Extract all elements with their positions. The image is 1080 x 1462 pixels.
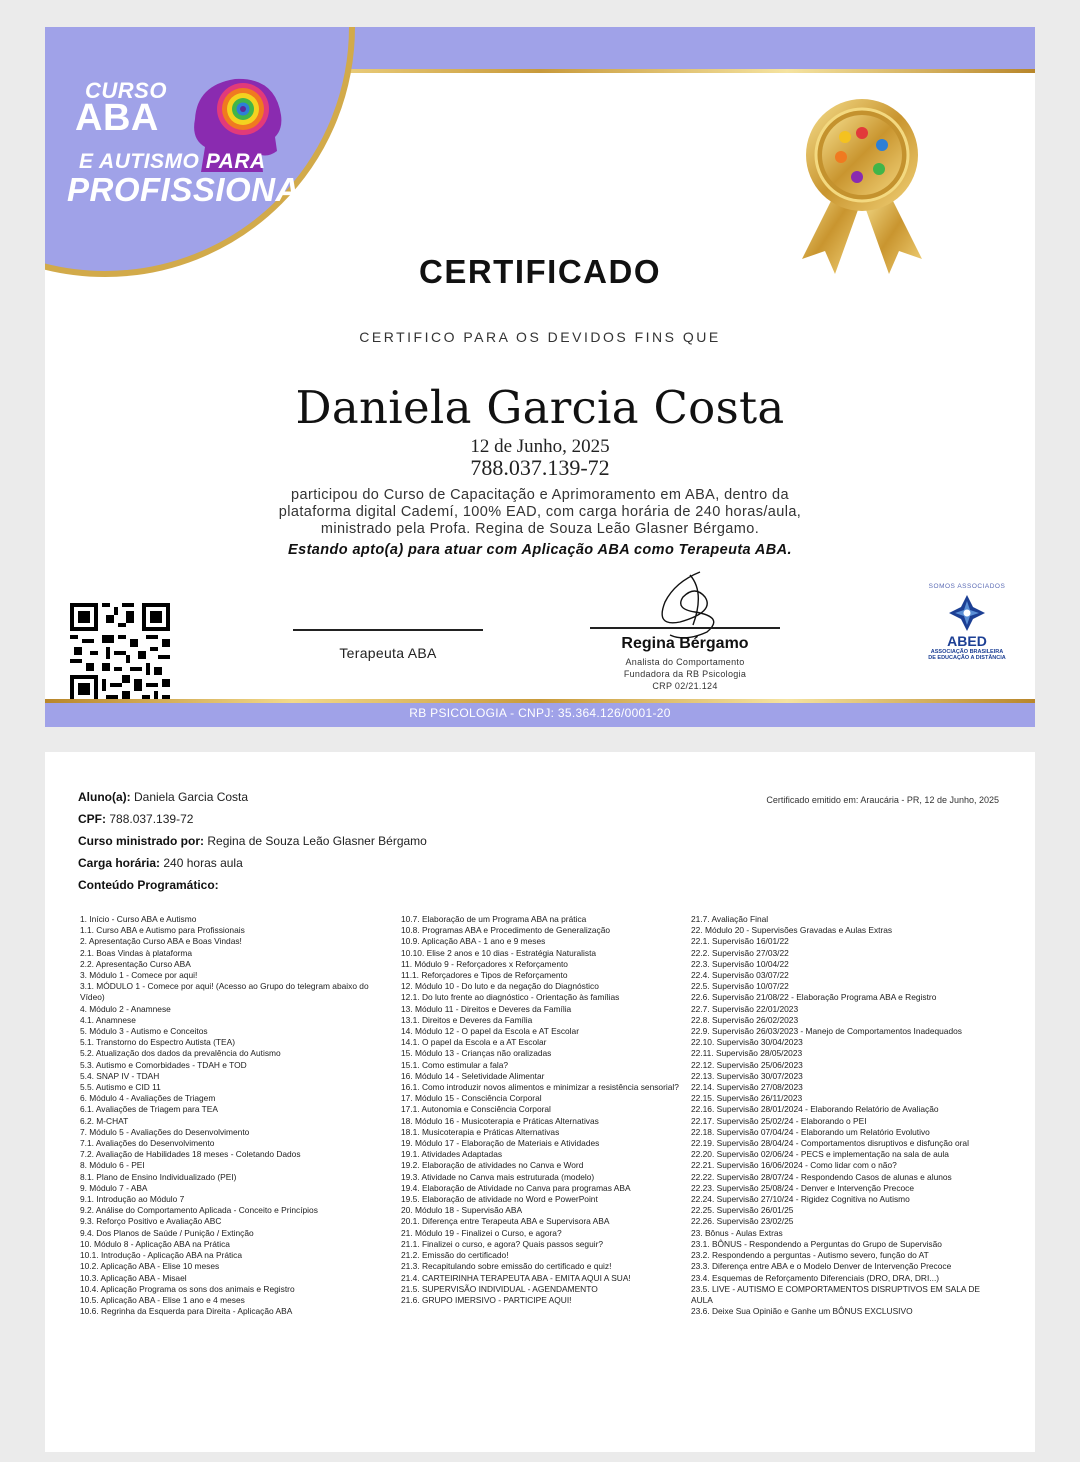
- syllabus-item: 10.7. Elaboração de um Programa ABA na prática: [401, 914, 587, 924]
- abed-subtitle: DE EDUCAÇÃO A DISTÂNCIA: [928, 655, 1006, 661]
- syllabus-item: 10.2. Aplicação ABA - Elise 10 meses: [80, 1261, 220, 1272]
- syllabus-item: 22.4. Supervisão 03/07/22: [691, 970, 789, 981]
- syllabus-item: 23.3. Diferença entre ABA e o Modelo Denver de Intervenção Precoce: [691, 1261, 952, 1272]
- syllabus-item: 23.5. LIVE - AUTISMO E COMPORTAMENTOS DISRUPTIVOS EM SALA DE AULA: [691, 1283, 981, 1305]
- syllabus-item: 13.1. Direitos e Deveres da Família: [401, 1014, 533, 1025]
- syllabus-item: 22.24. Supervisão 27/10/24 - Rigidez Cognitiva no Autismo: [691, 1194, 910, 1205]
- syllabus-item: 9. Módulo 7 - ABA: [80, 1182, 148, 1193]
- syllabus-item: 9.3. Reforço Positivo e Avaliação ABC: [80, 1216, 222, 1227]
- certificate-title: CERTIFICADO: [419, 253, 661, 290]
- syllabus-item: 22.8. Supervisão 26/02/2023: [691, 1014, 799, 1025]
- signature-line-regina: [590, 627, 780, 629]
- syllabus-item: 3.1. MÓDULO 1 - Comece por aqui! (Acesso ao Grupo do telegram abaixo do Vídeo): [80, 981, 369, 1003]
- student-label: Aluno(a):: [78, 790, 131, 804]
- signatory-role: Analista do Comportamento: [625, 657, 745, 667]
- syllabus-item: 21.1. Finalizei o curso, e agora? Quais passos seguir?: [401, 1238, 604, 1249]
- gold-medal-icon: [797, 89, 927, 274]
- syllabus-item: 18.1. Musicoterapia e Práticas Alternativas: [401, 1126, 560, 1137]
- syllabus-item: 22.15. Supervisão 26/11/2023: [691, 1093, 803, 1104]
- syllabus-item: 12. Módulo 10 - Do luto e da negação do Diagnóstico: [401, 981, 599, 992]
- syllabus-item: 22.21. Supervisão 16/06/2024 - Como lidar com o não?: [691, 1160, 897, 1171]
- syllabus-item: 22. Módulo 20 - Supervisões Gravadas e Aulas Extras: [691, 925, 893, 936]
- signatory-name: Regina Bérgamo: [621, 635, 749, 652]
- syllabus-item: 2. Apresentação Curso ABA e Boas Vindas!: [80, 936, 242, 947]
- syllabus-label: Conteúdo Programático:: [78, 878, 219, 892]
- syllabus-item: 8. Módulo 6 - PEI: [80, 1160, 145, 1171]
- logo-text-curso: CURSO: [85, 78, 167, 103]
- syllabus-heading: [78, 878, 219, 892]
- recipient-cpf: 788.037.139-72: [470, 455, 610, 480]
- syllabus-item: 21. Módulo 19 - Finalizei o Curso, e agora?: [401, 1227, 562, 1238]
- issue-info: Certificado emitido em: Araucária - PR, 12 de Junho, 2025: [766, 795, 999, 805]
- syllabus-item: 22.25. Supervisão 26/01/25: [691, 1205, 794, 1216]
- syllabus-item: 22.14. Supervisão 27/08/2023: [691, 1082, 803, 1093]
- syllabus-item: 19.2. Elaboração de atividades no Canva e Word: [401, 1160, 584, 1171]
- syllabus-item: 4. Módulo 2 - Anamnese: [80, 1003, 171, 1014]
- cpf-value: 788.037.139-72: [109, 812, 194, 826]
- syllabus-item: 10.5. Aplicação ABA - Elise 1 ano e 4 meses: [80, 1294, 245, 1305]
- syllabus-item: 2.2. Apresentação Curso ABA: [80, 958, 191, 969]
- syllabus-item: 5.4. SNAP IV - TDAH: [80, 1070, 160, 1081]
- syllabus-item: 21.4. CARTEIRINHA TERAPEUTA ABA - EMITA AQUI A SUA!: [401, 1272, 631, 1283]
- syllabus-item: 22.26. Supervisão 23/02/25: [691, 1216, 794, 1227]
- syllabus-item: 22.13. Supervisão 30/07/2023: [691, 1070, 803, 1081]
- syllabus-item: 6.2. M-CHAT: [80, 1115, 129, 1126]
- syllabus-item: 21.3. Recapitulando sobre emissão do certificado e quiz!: [401, 1261, 612, 1272]
- signature-label-therapist: Terapeuta ABA: [339, 645, 437, 661]
- syllabus-item: 22.2. Supervisão 27/03/22: [691, 947, 789, 958]
- abed-badge: [917, 583, 1017, 678]
- syllabus-item: 5.3. Autismo e Comorbidades - TDAH e TOD: [80, 1059, 247, 1070]
- course-logo: [65, 67, 333, 247]
- syllabus-item: 22.20. Supervisão 02/06/24 - PECS e implementação na sala de aula: [691, 1149, 949, 1160]
- instructor-row: [78, 834, 427, 848]
- syllabus-item: 19.3. Atividade no Canva mais estruturada (modelo): [401, 1171, 595, 1182]
- syllabus-item: 23.1. BÔNUS - Respondendo a Perguntas do Grupo de Supervisão: [691, 1238, 942, 1249]
- syllabus-item: 22.3. Supervisão 10/04/22: [691, 958, 789, 969]
- syllabus-item: 15.1. Como estimular a fala?: [401, 1059, 509, 1070]
- syllabus-column-3: [691, 914, 1003, 1317]
- syllabus-item: 22.23. Supervisão 25/08/24 - Denver e Intervenção Precoce: [691, 1182, 915, 1193]
- signatory-affiliation: Fundadora da RB Psicologia: [623, 669, 747, 679]
- syllabus-item: 16. Módulo 14 - Seletividade Alimentar: [401, 1070, 545, 1081]
- syllabus-item: 22.10. Supervisão 30/04/2023: [691, 1037, 803, 1048]
- syllabus-item: 5.5. Autismo e CID 11: [80, 1082, 161, 1093]
- footer-cnpj: RB PSICOLOGIA - CNPJ: 35.364.126/0001-20: [409, 706, 671, 720]
- instructor-name: Regina de Souza Leão Glasner Bérgamo: [207, 834, 427, 848]
- signature-line-therapist: [293, 629, 483, 631]
- syllabus-item: 22.9. Supervisão 26/03/2023 - Manejo de Comportamentos Inadequados: [691, 1026, 962, 1037]
- hours-label: Carga horária:: [78, 856, 161, 870]
- syllabus-item: 22.6. Supervisão 21/08/22 - Elaboração Programa ABA e Registro: [691, 992, 937, 1003]
- syllabus-item: 17.1. Autonomia e Consciência Corporal: [401, 1104, 551, 1115]
- cpf-row: [78, 812, 193, 826]
- student-row: [78, 790, 248, 804]
- syllabus-item: 22.12. Supervisão 25/06/2023: [691, 1059, 803, 1070]
- syllabus-item: 1. Início - Curso ABA e Autismo: [80, 914, 197, 924]
- syllabus-item: 23.6. Deixe Sua Opinião e Ganhe um BÔNUS EXCLUSIVO: [691, 1306, 913, 1317]
- abed-logo-icon: [947, 593, 987, 633]
- instructor-label: Curso ministrado por:: [78, 834, 205, 848]
- syllabus-item: 22.1. Supervisão 16/01/22: [691, 936, 789, 947]
- syllabus-item: 7. Módulo 5 - Avaliações do Desenvolvimento: [80, 1126, 250, 1137]
- syllabus-column-1: [80, 914, 395, 1317]
- syllabus-item: 12.1. Do luto frente ao diagnóstico - Orientação às famílias: [401, 992, 620, 1003]
- abed-subtitle: ASSOCIAÇÃO BRASILEIRA: [930, 649, 1004, 655]
- abed-name: ABED: [947, 633, 987, 649]
- syllabus-item: 18. Módulo 16 - Musicoterapia e Práticas Alternativas: [401, 1115, 599, 1126]
- syllabus-item: 22.19. Supervisão 28/04/24 - Comportamentos disruptivos e disfunção oral: [691, 1138, 969, 1149]
- certificate-front: [45, 27, 1035, 727]
- syllabus-item: 11. Módulo 9 - Reforçadores x Reforçamento: [401, 958, 568, 969]
- signatory-crp: CRP 02/21.124: [652, 681, 718, 691]
- syllabus-item: 23.4. Esquemas de Reforçamento Diferenciais (DRO, DRA, DRI...): [691, 1272, 940, 1283]
- syllabus-item: 22.5. Supervisão 10/07/22: [691, 981, 789, 992]
- syllabus-item: 3. Módulo 1 - Comece por aqui!: [80, 970, 198, 981]
- cpf-label: CPF:: [78, 812, 106, 826]
- body-line: participou do Curso de Capacitação e Aprimoramento em ABA, dentro da: [291, 487, 789, 503]
- syllabus-item: 16.1. Como introduzir novos alimentos e minimizar a resistência sensorial?: [401, 1082, 679, 1093]
- logo-text-autismo: E AUTISMO PARA: [79, 150, 266, 173]
- body-line: plataforma digital Cademí, 100% EAD, com carga horária de 240 horas/aula,: [278, 504, 802, 520]
- logo-text-aba: ABA: [75, 97, 159, 139]
- syllabus-item: 5.2. Atualização dos dados da prevalência do Autismo: [80, 1048, 281, 1059]
- syllabus-item: 14.1. O papel da Escola e a AT Escolar: [401, 1037, 547, 1048]
- qr-code: [70, 603, 170, 703]
- certificate-date: 12 de Junho, 2025: [470, 436, 610, 457]
- syllabus-item: 10.6. Regrinha da Esquerda para Direita - Aplicação ABA: [80, 1306, 293, 1317]
- syllabus-item: 6. Módulo 4 - Avaliações de Triagem: [80, 1093, 216, 1104]
- syllabus-item: 9.4. Dos Planos de Saúde / Punição / Extinção: [80, 1227, 254, 1238]
- syllabus-item: 19. Módulo 17 - Elaboração de Materiais e Atividades: [401, 1138, 600, 1149]
- syllabus-item: 5.1. Transtorno do Espectro Autista (TEA): [80, 1037, 236, 1048]
- syllabus-item: 10. Módulo 8 - Aplicação ABA na Prática: [80, 1238, 230, 1249]
- syllabus-item: 10.9. Aplicação ABA - 1 ano e 9 meses: [401, 936, 546, 947]
- syllabus-item: 19.1. Atividades Adaptadas: [401, 1149, 503, 1160]
- syllabus-item: 21.2. Emissão do certificado!: [401, 1250, 509, 1261]
- syllabus-item: 22.22. Supervisão 28/07/24 - Respondendo Casos de alunas e alunos: [691, 1171, 952, 1182]
- syllabus-item: 10.1. Introdução - Aplicação ABA na Prática: [80, 1250, 243, 1261]
- recipient-name: Daniela Garcia Costa: [295, 381, 785, 434]
- syllabus-item: 19.5. Elaboração de atividade no Word e PowerPoint: [401, 1194, 598, 1205]
- syllabus-item: 8.1. Plano de Ensino Individualizado (PEI): [80, 1171, 237, 1182]
- syllabus-item: 10.3. Aplicação ABA - Misael: [80, 1272, 187, 1283]
- syllabus-item: 22.17. Supervisão 25/02/24 - Elaborando o PEI: [691, 1115, 867, 1126]
- syllabus-item: 21.5. SUPERVISÃO INDIVIDUAL - AGENDAMENTO: [401, 1283, 598, 1294]
- syllabus-item: 10.8. Programas ABA e Procedimento de Generalização: [401, 925, 611, 936]
- syllabus-item: 2.1. Boas Vindas à plataforma: [80, 947, 193, 958]
- syllabus-item: 10.4. Aplicação Programa os sons dos animais e Registro: [80, 1283, 295, 1294]
- syllabus-item: 15. Módulo 13 - Crianças não oralizadas: [401, 1048, 552, 1059]
- certificate-subtitle: CERTIFICO PARA OS DEVIDOS FINS QUE: [359, 329, 721, 345]
- certificate-body: [45, 487, 1035, 538]
- certificate-back: [45, 752, 1035, 1452]
- syllabus-item: 23.2. Respondendo a perguntas - Autismo severo, função do AT: [691, 1250, 929, 1261]
- syllabus-item: 9.2. Análise do Comportamento Aplicada - Conceito e Princípios: [80, 1205, 318, 1216]
- syllabus-item: 22.16. Supervisão 28/01/2024 - Elaborando Relatório de Avaliação: [691, 1104, 939, 1115]
- syllabus-item: 20. Módulo 18 - Supervisão ABA: [401, 1205, 523, 1216]
- syllabus-item: 22.18. Supervisão 07/04/24 - Elaborando um Relatório Evolutivo: [691, 1126, 930, 1137]
- abed-top-text: SOMOS ASSOCIADOS: [928, 583, 1006, 590]
- syllabus-item: 23. Bônus - Aulas Extras: [691, 1227, 783, 1238]
- handwritten-signature: [645, 567, 735, 642]
- syllabus-item: 17. Módulo 15 - Consciência Corporal: [401, 1093, 542, 1104]
- syllabus-item: 21.7. Avaliação Final: [691, 914, 769, 924]
- syllabus-item: 7.1. Avaliações do Desenvolvimento: [80, 1138, 215, 1149]
- syllabus-item: 10.10. Elise 2 anos e 10 dias - Estratégia Naturalista: [401, 947, 597, 958]
- body-line: ministrado pela Profa. Regina de Souza Leão Glasner Bérgamo.: [320, 521, 760, 537]
- syllabus-item: 7.2. Avaliação de Habilidades 18 meses - Coletando Dados: [80, 1149, 301, 1160]
- syllabus-item: 11.1. Reforçadores e Tipos de Reforçamento: [401, 970, 568, 981]
- logo-text-profissionais: PROFISSIONAIS: [67, 171, 333, 208]
- hours-value: 240 horas aula: [163, 856, 243, 870]
- hours-row: [78, 856, 243, 870]
- student-name: Daniela Garcia Costa: [134, 790, 249, 804]
- syllabus-item: 9.1. Introdução ao Módulo 7: [80, 1194, 185, 1205]
- syllabus-item: 5. Módulo 3 - Autismo e Conceitos: [80, 1026, 208, 1037]
- syllabus-item: 22.7. Supervisão 22/01/2023: [691, 1003, 799, 1014]
- syllabus-item: 19.4. Elaboração de Atividade no Canva para programas ABA: [401, 1182, 631, 1193]
- syllabus-item: 22.11. Supervisão 28/05/2023: [691, 1048, 803, 1059]
- syllabus-item: 4.1. Anamnese: [80, 1014, 136, 1025]
- syllabus-item: 14. Módulo 12 - O papel da Escola e AT Escolar: [401, 1026, 579, 1037]
- syllabus-item: 20.1. Diferença entre Terapeuta ABA e Supervisora ABA: [401, 1216, 610, 1227]
- syllabus-item: 13. Módulo 11 - Direitos e Deveres da Família: [401, 1003, 572, 1014]
- syllabus-column-2: [401, 914, 681, 1306]
- syllabus-item: 1.1. Curso ABA e Autismo para Profissionais: [80, 925, 245, 936]
- certificate-statement: Estando apto(a) para atuar com Aplicação ABA como Terapeuta ABA.: [288, 542, 792, 558]
- syllabus-item: 21.6. GRUPO IMERSIVO - PARTICIPE AQUI!: [401, 1294, 572, 1305]
- syllabus-item: 6.1. Avaliações de Triagem para TEA: [80, 1104, 218, 1115]
